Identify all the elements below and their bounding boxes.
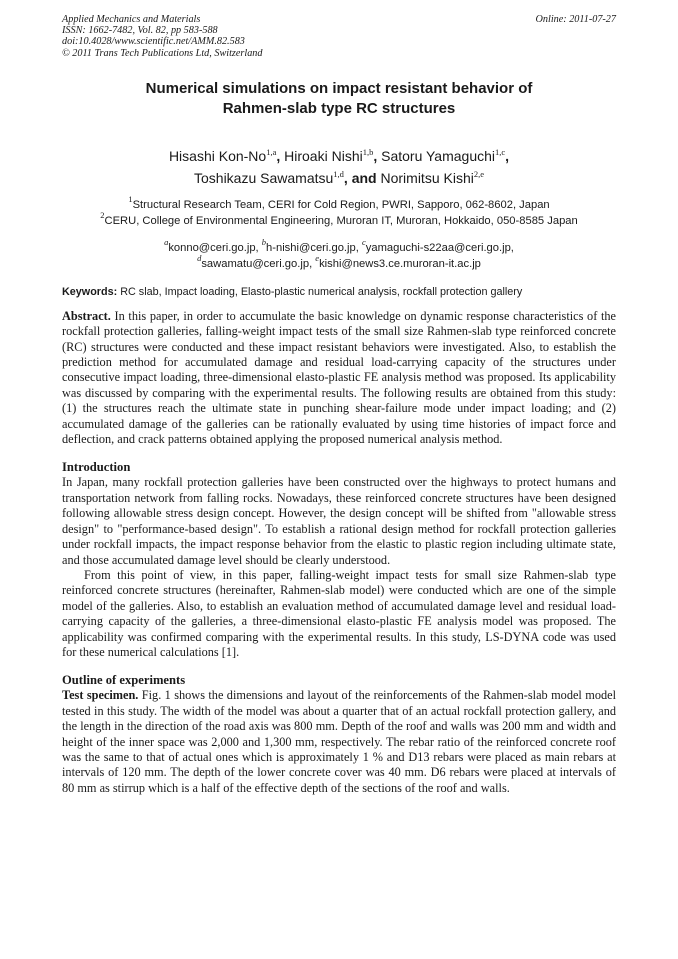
email-mark: c (361, 236, 366, 247)
doi-line: doi:10.4028/www.scientific.net/AMM.82.583 (62, 36, 245, 48)
affil-mark: 2 (100, 210, 105, 221)
keywords-text: RC slab, Impact loading, Elasto-plastic numerical analysis, rockfall protection gallery (120, 285, 523, 298)
subsection-label: Test specimen. (62, 688, 139, 703)
author-separator: , (276, 147, 281, 164)
email-line-2 (62, 253, 616, 273)
email-link[interactable]: h-nishi@ceri.go.jp, (266, 241, 359, 254)
issn-line: ISSN: 1662-7482, Vol. 82, pp 583-588 (62, 25, 218, 37)
journal-name: Applied Mechanics and Materials (62, 14, 201, 25)
title-line-2: Rahmen-slab type RC structures (222, 99, 456, 117)
paper-title (62, 79, 616, 119)
affiliation-1 (62, 193, 616, 214)
author-affil-mark: 1,c (495, 146, 506, 157)
section-heading-outline: Outline of experiments (62, 673, 186, 688)
author-name: Hisashi Kon-No (168, 147, 267, 164)
author-line-1 (62, 145, 616, 167)
online-date: Online: 2011-07-27 (535, 14, 616, 25)
author-list (62, 145, 616, 189)
author-emails (62, 236, 616, 273)
abstract-label: Abstract. (62, 308, 111, 323)
section-heading-introduction: Introduction (62, 460, 131, 475)
email-mark: d (197, 253, 202, 264)
paragraph (62, 688, 616, 796)
author-separator: , (373, 147, 378, 164)
email-mark: a (164, 236, 169, 247)
author-affil-mark: 1,d (333, 168, 344, 179)
author-conjunction: , and (343, 169, 381, 186)
paragraph: In Japan, many rockfall protection galleries have been constructed over the highways to protect humans and transportation network from falling rocks. Nowadays, these reinforced concrete structures have been designed following allowable stress design concept. However, the design concept will be shifted from "allowable stress design" to "performance-based design". To establish a rational design method for rockfall protection galleries under rockfall impacts, the impact response behavior from the elastic to plastic region including ultimate state, and those accumulated damage level should be clearly understood. (62, 475, 616, 567)
affil-text: Structural Research Team, CERI for Cold Region, PWRI, Sapporo, 062-8602, Japan (132, 198, 550, 211)
email-link[interactable]: konno@ceri.go.jp, (168, 241, 259, 254)
author-line-2 (62, 167, 616, 189)
paper-page (62, 14, 616, 796)
affiliation-2 (62, 210, 616, 230)
author-affil-mark: 1,b (362, 146, 374, 157)
email-mark: e (315, 253, 320, 264)
affil-mark: 1 (128, 193, 133, 204)
author-name: Satoru Yamaguchi (381, 147, 496, 164)
affil-text: CERU, College of Environmental Engineering, Muroran IT, Muroran, Hokkaido, 050-8585 Japan (104, 215, 578, 228)
introduction-section (62, 475, 616, 660)
email-link[interactable]: sawamatu@ceri.go.jp, (201, 258, 313, 271)
title-line-1: Numerical simulations on impact resistant behavior of (145, 79, 533, 97)
author-name: Hiroaki Nishi (284, 147, 363, 164)
abstract (62, 309, 616, 448)
email-line-1 (62, 236, 616, 257)
affiliations (62, 193, 616, 230)
author-affil-mark: 2,e (473, 168, 484, 179)
journal-header (62, 14, 616, 59)
paragraph-text: Fig. 1 shows the dimensions and layout of the reinforcements of the Rahmen-slab model model tested in this study. The width of the model was about a quarter that of an actual rockfall protection gallery, and the length in the direction of the road axis was 800 mm. Depth of the roof and walls was 200 mm and width and height of the inner space was 2,000 and 1,300 mm, respectively. The rebar ratio of the reinforced concrete roof was the same to that of actual ones which is approximately 1 % and D13 rebars were placed as main rebars at intervals of 120 mm. The depth of the lower concrete cover was 40 mm. D6 rebars were placed at intervals of 80 mm as stirrup which is a half of the effective depth of the sections of the roof and walls. (62, 688, 616, 795)
email-link[interactable]: yamaguchi-s22aa@ceri.go.jp, (365, 241, 514, 254)
author-name: Norimitsu Kishi (380, 169, 474, 186)
author-name: Toshikazu Sawamatsu (194, 169, 334, 186)
author-affil-mark: 1,a (266, 146, 277, 157)
email-link[interactable]: kishi@news3.ce.muroran-it.ac.jp (319, 258, 481, 271)
paragraph: From this point of view, in this paper, falling-weight impact tests for small size Rahmen-slab type reinforced concrete structures (hereinafter, Rahmen-slab model) were conducted which are one of the simple model of the galleries. Also, to establish an evaluation method of accumulated damage level and residual load-carrying capacity of the galleries, a three-dimensional elasto-plastic FE analysis model was proposed. The applicability was confirmed comparing with the experimental results. In this study, LS-DYNA code was used for these numerical calculations [1]. (62, 567, 616, 659)
abstract-text: In this paper, in order to accumulate the basic knowledge on dynamic response characteristics of the rockfall protection galleries, falling-weight impact tests of the small size Rahmen-slab type reinforced concrete (RC) structures were conducted and these impact resistant behaviors were investigated. Also, to establish the prediction method for accumulated damage and residual load-carrying capacity of the structures under consecutive impact loading, three-dimensional elasto-plastic FE analysis method was proposed. Its applicability was discussed by comparing with the experimental results. The following results are obtained from this study: (1) the structures reach the ultimate state in punching shear-failure mode under impact loading; and (2) accumulated damage of the galleries can be rationally evaluated by using time histories of impact force and deflection, and crack patterns obtained applying the proposed numerical analysis method. (62, 308, 616, 447)
author-separator: , (505, 147, 510, 164)
keywords-label: Keywords: (62, 285, 118, 298)
keywords (62, 285, 616, 299)
copyright-line: © 2011 Trans Tech Publications Ltd, Switzerland (62, 47, 263, 59)
outline-section (62, 688, 616, 796)
email-mark: b (261, 236, 267, 247)
